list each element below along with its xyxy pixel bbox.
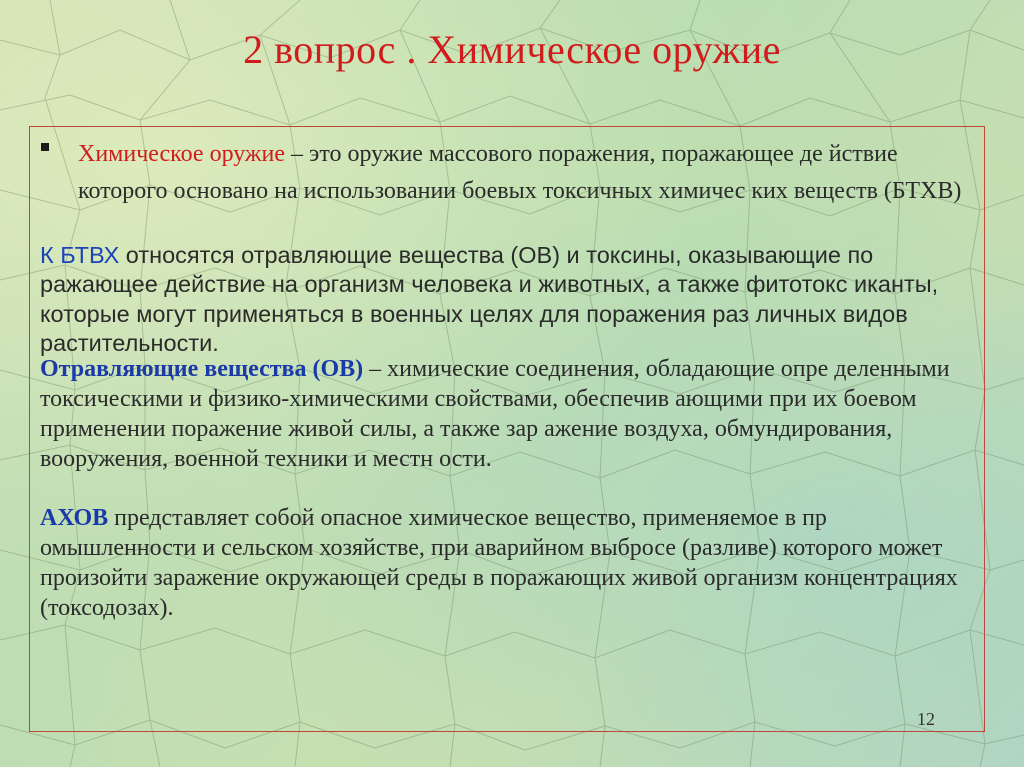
definition-text: – химические соединения, обладающие опре деленными токсическими и физико-химическими свойствами, обеспечив ающими при их боевом применении поражение живой силы, а также зар ажение воздуха, обмундирования, вооружения, военной техники и местн ости. — [40, 356, 950, 472]
term-ov: Отравляющие вещества (ОВ) — [40, 356, 364, 382]
slide-title: 2 вопрос . Химическое оружие — [243, 27, 781, 72]
term-ahov: АХОВ — [40, 505, 109, 531]
definition-chemical-weapon — [78, 136, 978, 210]
definition-text: представляет собой опасное химическое вещество, применяемое в пр омышленности и сельском хозяйстве, при аварийном выбросе (разливе) которого может произойти заражение окружающей среды в поражающих живой организм концентрациях (токсодозах). — [40, 505, 958, 621]
definition-ahov — [40, 503, 980, 623]
definition-ov — [40, 354, 980, 474]
definition-text: – это оружие массового поражения, поражающее де йствие которого основано на использовании боевых токсичных химичес ких веществ (БТХВ) — [78, 141, 962, 204]
term-btvh: К БТВХ — [40, 242, 120, 268]
term-chemical-weapon: Химическое оружие — [78, 141, 286, 167]
definition-text: относятся отравляющие вещества (ОВ) и токсины, оказывающие по ражающее действие на организм человека и животных, а также фитотокс иканты, которые могут применяться в военных целях для поражения раз личных видов растительности. — [40, 242, 939, 357]
square-bullet-icon — [41, 143, 49, 151]
definition-btvh — [40, 241, 980, 359]
page-number: 12 — [917, 709, 935, 729]
